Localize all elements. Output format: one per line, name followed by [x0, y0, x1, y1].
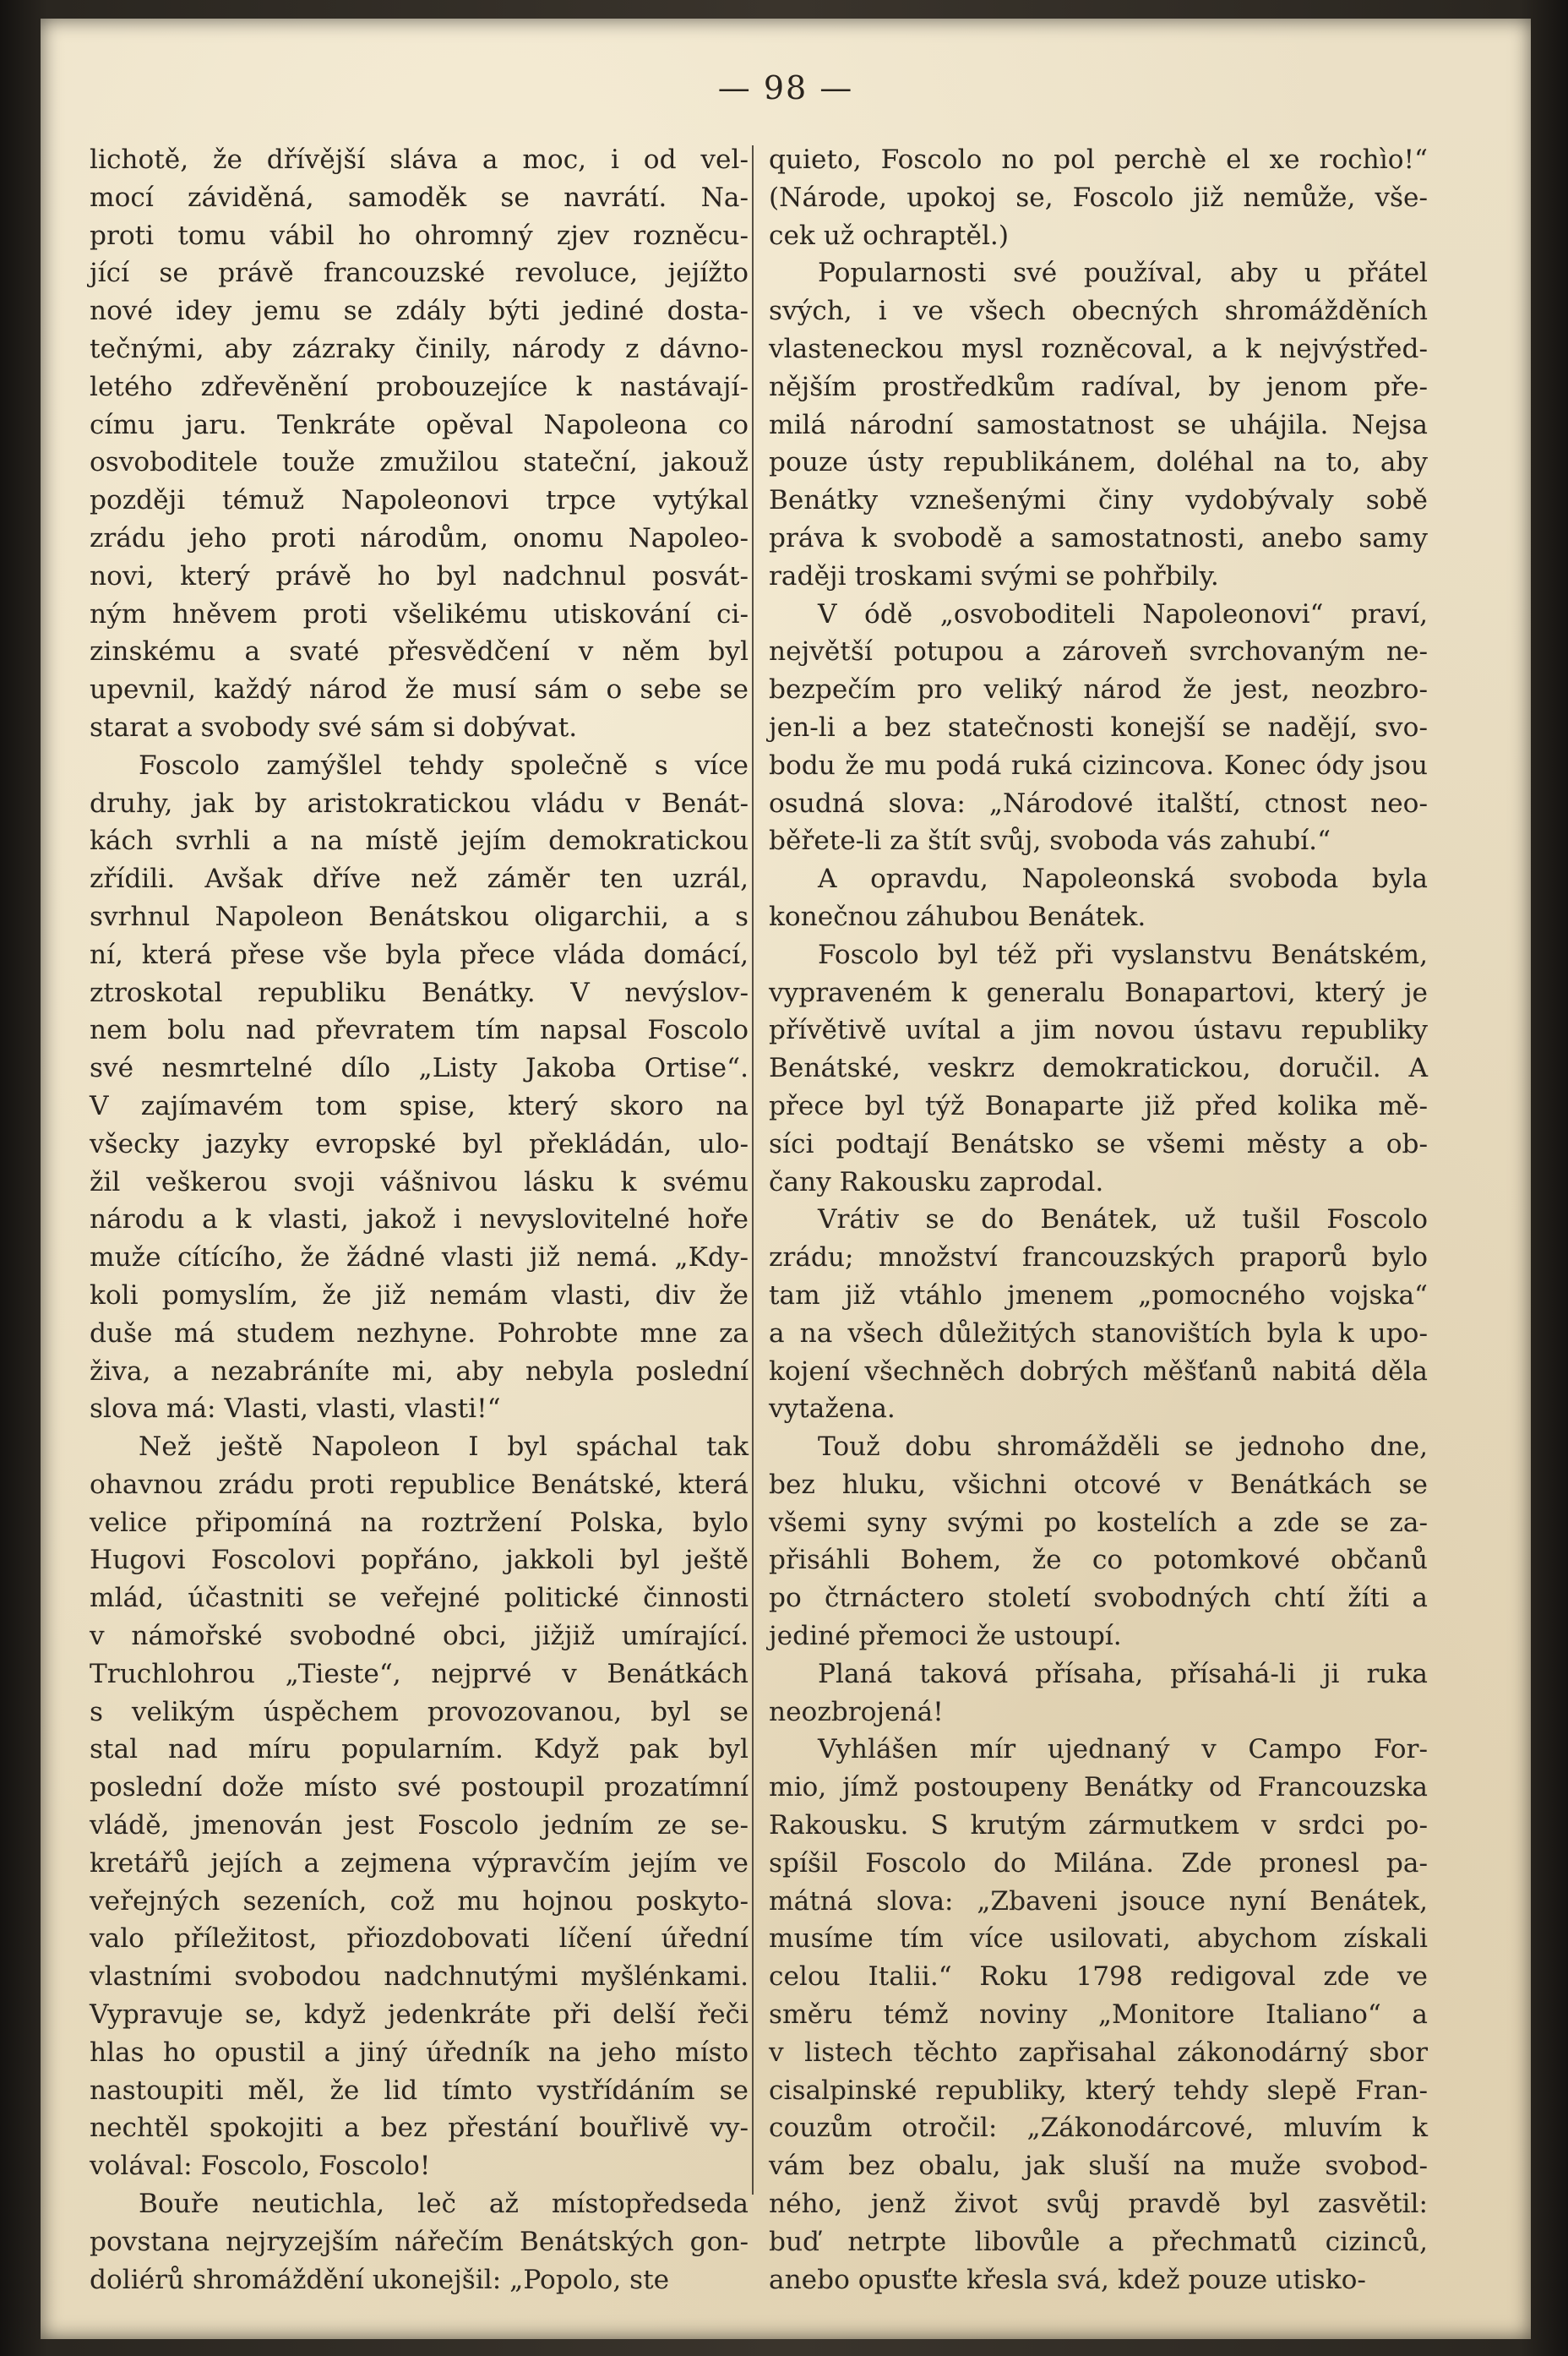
paragraph: [769, 936, 1428, 1202]
text-line: kretářů jejích a zejmena výpravčím jejím ve: [90, 1847, 749, 1879]
text-line: Benátské, veskrz demokratickou, doručil. A: [769, 1053, 1428, 1084]
text-line: přece byl týž Bonaparte již před kolika mě-: [769, 1090, 1428, 1121]
text-line: přívětivě uvítal a jim novou ústavu republiky: [769, 1015, 1428, 1046]
text-line: osvoboditele touže zmužilou stateční, jakouž: [90, 447, 749, 478]
text-line: později témuž Napoleonovi trpce vytýkal: [90, 485, 749, 516]
text-line: vytažena.: [769, 1393, 896, 1425]
paragraph: [90, 1428, 749, 2185]
text-line: čany Rakousku zaprodal.: [769, 1166, 1104, 1197]
text-line: lichotě, že dřívější sláva a moc, i od vel-: [90, 145, 749, 175]
text-line: stal nad míru popularním. Když pak byl: [90, 1734, 749, 1765]
text-line: ného, jenž život svůj pravdě byl zasvětil:: [769, 2189, 1428, 2220]
book-page: [41, 19, 1531, 2339]
text-line: vládě, jmenován jest Foscolo jedním ze se-: [90, 1810, 749, 1841]
paragraph: [769, 1428, 1428, 1655]
text-line: buď netrpte libovůle a přechmatů cizinců,: [769, 2226, 1428, 2257]
text-line: valo příležitost, přiozdobovati líčení úřední: [90, 1923, 749, 1955]
text-line: jen-li a bez statečnosti konejší se nadějí, svo-: [769, 712, 1428, 743]
text-line: jediné přemoci že ustoupí.: [769, 1621, 1122, 1652]
text-line: Touž dobu shromážděli se jednoho dne,: [818, 1432, 1428, 1463]
text-line: bez hluku, všichni otcové v Benátkách se: [769, 1469, 1428, 1500]
text-line: hlas ho opustil a jiný úředník na jeho místo: [90, 2037, 749, 2068]
paragraph: [769, 254, 1428, 595]
text-line: kách svrhli a na místě jejím demokratickou: [90, 826, 749, 857]
text-line: neozbrojená!: [769, 1696, 944, 1727]
text-line: Popularnosti své používal, aby u přátel: [818, 258, 1428, 289]
text-line: Foscolo zamýšlel tehdy společně s více: [139, 750, 749, 781]
text-line: všecky jazyky evropské byl překládán, ulo-: [90, 1128, 749, 1159]
text-line: tam již vtáhlo jmenem „pomocného vojska“: [769, 1279, 1428, 1311]
text-line: koli pomyslím, že již nemám vlasti, div že: [90, 1279, 749, 1311]
text-line: přisáhli Bohem, že co potomkové občanů: [769, 1545, 1428, 1576]
paragraph: [90, 141, 749, 747]
text-line: Rakousku. S krutým zármutkem v srdci po-: [769, 1810, 1428, 1841]
paragraph: [769, 1731, 1428, 2299]
text-line: celou Italii.“ Roku 1798 redigoval zde ve: [769, 1961, 1428, 1993]
text-line: ní, která přese vše byla přece vláda domácí,: [90, 939, 749, 970]
text-line: címu jaru. Tenkráte opěval Napoleona co: [90, 409, 749, 440]
text-line: vlastními svobodou nadchnutými myšlénkami.: [90, 1961, 749, 1993]
text-line: nechtěl spokojiti a bez přestání bouřlivě vy-: [90, 2113, 749, 2144]
text-line: proti tomu vábil ho ohromný zjev rozněcu-: [90, 220, 749, 251]
text-line: své nesmrtelné dílo „Listy Jakoba Ortise“.: [90, 1053, 749, 1084]
text-line: starat a svobody své sám si dobývat.: [90, 712, 578, 743]
text-line: Vypravuje se, když jedenkráte při delší řeči: [90, 1999, 749, 2031]
text-line: svrhnul Napoleon Benátskou oligarchii, a s: [90, 901, 749, 932]
text-line: nem bolu nad převratem tím napsal Foscolo: [90, 1015, 749, 1046]
text-line: mocí záviděná, samoděk se navrátí. Na-: [90, 182, 749, 213]
text-line: zřídili. Avšak dříve než záměr ten uzrál,: [90, 864, 749, 895]
text-line: anebo opusťte křesla svá, kdež pouze utisko-: [769, 2264, 1366, 2295]
text-line: nastoupiti měl, že lid tímto vystřídáním se: [90, 2075, 749, 2106]
column-divider: [752, 145, 754, 2195]
text-line: pouze ústy republikánem, doléhal na to, aby: [769, 447, 1428, 478]
text-line: muže cítícího, že žádné vlasti již nemá. „Kdy-: [90, 1242, 749, 1273]
left-column: [90, 141, 749, 2299]
text-line: druhy, jak by aristokratickou vládu v Benát-: [90, 788, 749, 819]
text-line: upevnil, každý národ že musí sám o sebe se: [90, 674, 749, 706]
paragraph: [769, 1201, 1428, 1428]
text-line: Benátky vznešenými činy vydobývaly sobě: [769, 485, 1428, 516]
paragraph: [769, 1655, 1428, 1732]
right-column: [769, 141, 1428, 2299]
text-line: musíme tím více usilovati, abychom získali: [769, 1923, 1428, 1955]
text-line: žil veškerou svoji vášnivou lásku k svému: [90, 1166, 749, 1197]
text-line: couzům otročil: „Zákonodárcové, mluvím k: [769, 2113, 1428, 2144]
text-line: povstana nejryzejším nářečím Benátských gon-: [90, 2226, 749, 2257]
text-line: osudná slova: „Národové italští, ctnost neo-: [769, 788, 1428, 819]
text-line: ztroskotal republiku Benátky. V nevýslov-: [90, 977, 749, 1008]
text-line: práva k svobodě a samostatnosti, anebo samy: [769, 522, 1428, 554]
text-line: všemi syny svými po kostelích a zde se za-: [769, 1507, 1428, 1538]
text-line: ohavnou zrádu proti republice Benátské, která: [90, 1469, 749, 1500]
text-line: v listech těchto zapřisahal zákonodárný sbor: [769, 2037, 1428, 2068]
text-line: s velikým úspěchem provozovanou, byl se: [90, 1696, 749, 1727]
text-line: Bouře neutichla, leč až místopředseda: [139, 2189, 749, 2220]
text-line: milá národní samostatnost se uhájila. Nejsa: [769, 409, 1428, 440]
text-line: velice připomíná na roztržení Polska, bylo: [90, 1507, 749, 1538]
text-line: vlasteneckou mysl rozněcoval, a k nejvýstřed-: [769, 333, 1428, 364]
text-line: poslední dože místo své postoupil prozatímní: [90, 1772, 749, 1803]
text-line: spíšil Foscolo do Milána. Zde pronesl pa-: [769, 1847, 1428, 1879]
text-line: quieto, Foscolo no pol perchè el xe rochìo!“: [769, 145, 1428, 175]
text-line: bodu že mu podá ruká cizincova. Konec ódy jsou: [769, 750, 1428, 781]
text-line: novi, který právě ho byl nadchnul posvát-: [90, 560, 749, 592]
text-line: běřete-li za štít svůj, svoboda vás zahubí.“: [769, 826, 1331, 857]
page-number: — 98 —: [717, 69, 854, 106]
paragraph: [769, 141, 1428, 254]
text-line: nějším prostředkům radíval, by jenom pře-: [769, 371, 1428, 402]
text-line: zrádu; množství francouzských praporů bylo: [769, 1242, 1428, 1273]
text-line: ným hněvem proti všelikému utiskování ci-: [90, 598, 749, 630]
text-line: Planá taková přísaha, přísahá-li ji ruka: [818, 1658, 1428, 1689]
text-line: Foscolo byl též při vyslanstvu Benátském,: [818, 939, 1428, 970]
text-line: cisalpinské republiky, který tehdy slepě Fran-: [769, 2075, 1428, 2106]
text-line: Vrátiv se do Benátek, už tušil Foscolo: [818, 1204, 1428, 1235]
text-line: Než ještě Napoleon I byl spáchal tak: [139, 1432, 749, 1463]
text-line: letého zdřevěnění probouzejíce k nastávají-: [90, 371, 749, 402]
text-line: zrádu jeho proti národům, onomu Napoleo-: [90, 522, 749, 554]
text-line: nové idey jemu se zdály býti jediné dosta-: [90, 296, 749, 327]
text-line: raději troskami svými se pohřbily.: [769, 560, 1219, 592]
text-line: vypraveném k generalu Bonapartovi, který je: [769, 977, 1428, 1008]
paragraph: [90, 2185, 749, 2299]
text-line: vám bez obalu, jak sluší na muže svobod-: [769, 2151, 1428, 2182]
text-line: slova má: Vlasti, vlasti, vlasti!“: [90, 1393, 501, 1425]
text-line: veřejných sezeních, což mu hojnou poskyto-: [90, 1885, 749, 1917]
text-line: volával: Foscolo, Foscolo!: [90, 2151, 431, 2182]
text-line: Vyhlášen mír ujednaný v Campo For-: [818, 1734, 1428, 1765]
text-line: V ódě „osvoboditeli Napoleonovi“ praví,: [818, 598, 1428, 630]
text-line: zinskému a svaté přesvědčení v něm byl: [90, 636, 749, 668]
text-line: Truchlohrou „Tieste“, nejprvé v Benátkách: [90, 1658, 749, 1689]
text-line: svých, i ve všech obecných shromážděních: [769, 296, 1428, 327]
text-line: jící se právě francouzské revoluce, jejížto: [90, 258, 749, 289]
text-line: V zajímavém tom spise, který skoro na: [90, 1090, 749, 1121]
text-line: národu a k vlasti, jakož i nevyslovitelné hoře: [90, 1204, 749, 1235]
paragraph: [769, 596, 1428, 861]
text-line: kojení všechněch dobrých měšťanů nabitá děla: [769, 1355, 1428, 1387]
text-line: mio, jímž postoupeny Benátky od Francouzska: [769, 1772, 1428, 1803]
text-line: duše má studem nezhyne. Pohrobte mne za: [90, 1317, 749, 1349]
text-line: cek už ochraptěl.): [769, 220, 1010, 251]
paragraph: [90, 747, 749, 1428]
text-line: (Národe, upokoj se, Foscolo již nemůže, vše-: [769, 182, 1428, 213]
text-line: po čtrnáctero století svobodných chtí žíti a: [769, 1583, 1428, 1614]
text-line: mlád, účastniti se veřejné politické činnosti: [90, 1583, 749, 1614]
text-line: bezpečím pro veliký národ že jest, neozbro-: [769, 674, 1428, 706]
paragraph: [769, 860, 1428, 936]
text-line: v námořské svobodné obci, jižjiž umírající.: [90, 1621, 749, 1652]
text-line: největší potupou a zároveň svrchovaným ne-: [769, 636, 1428, 668]
text-line: doliérů shromáždění ukonejšil: „Popolo, ste: [90, 2264, 670, 2295]
text-line: A opravdu, Napoleonská svoboda byla: [818, 864, 1428, 895]
text-line: a na všech důležitých stanovištích byla k upo-: [769, 1317, 1428, 1349]
text-line: živa, a nezabráníte mi, aby nebyla poslední: [90, 1355, 749, 1387]
text-line: mátná slova: „Zbaveni jsouce nyní Benátek,: [769, 1885, 1428, 1917]
text-line: konečnou záhubou Benátek.: [769, 901, 1146, 932]
text-line: směru témž noviny „Monitore Italiano“ a: [769, 1999, 1428, 2031]
text-line: tečnými, aby zázraky činily, národy z dávno-: [90, 333, 749, 364]
text-line: síci podtají Benátsko se všemi městy a ob-: [769, 1128, 1428, 1159]
text-line: Hugovi Foscolovi popřáno, jakkoli byl ještě: [90, 1545, 749, 1576]
